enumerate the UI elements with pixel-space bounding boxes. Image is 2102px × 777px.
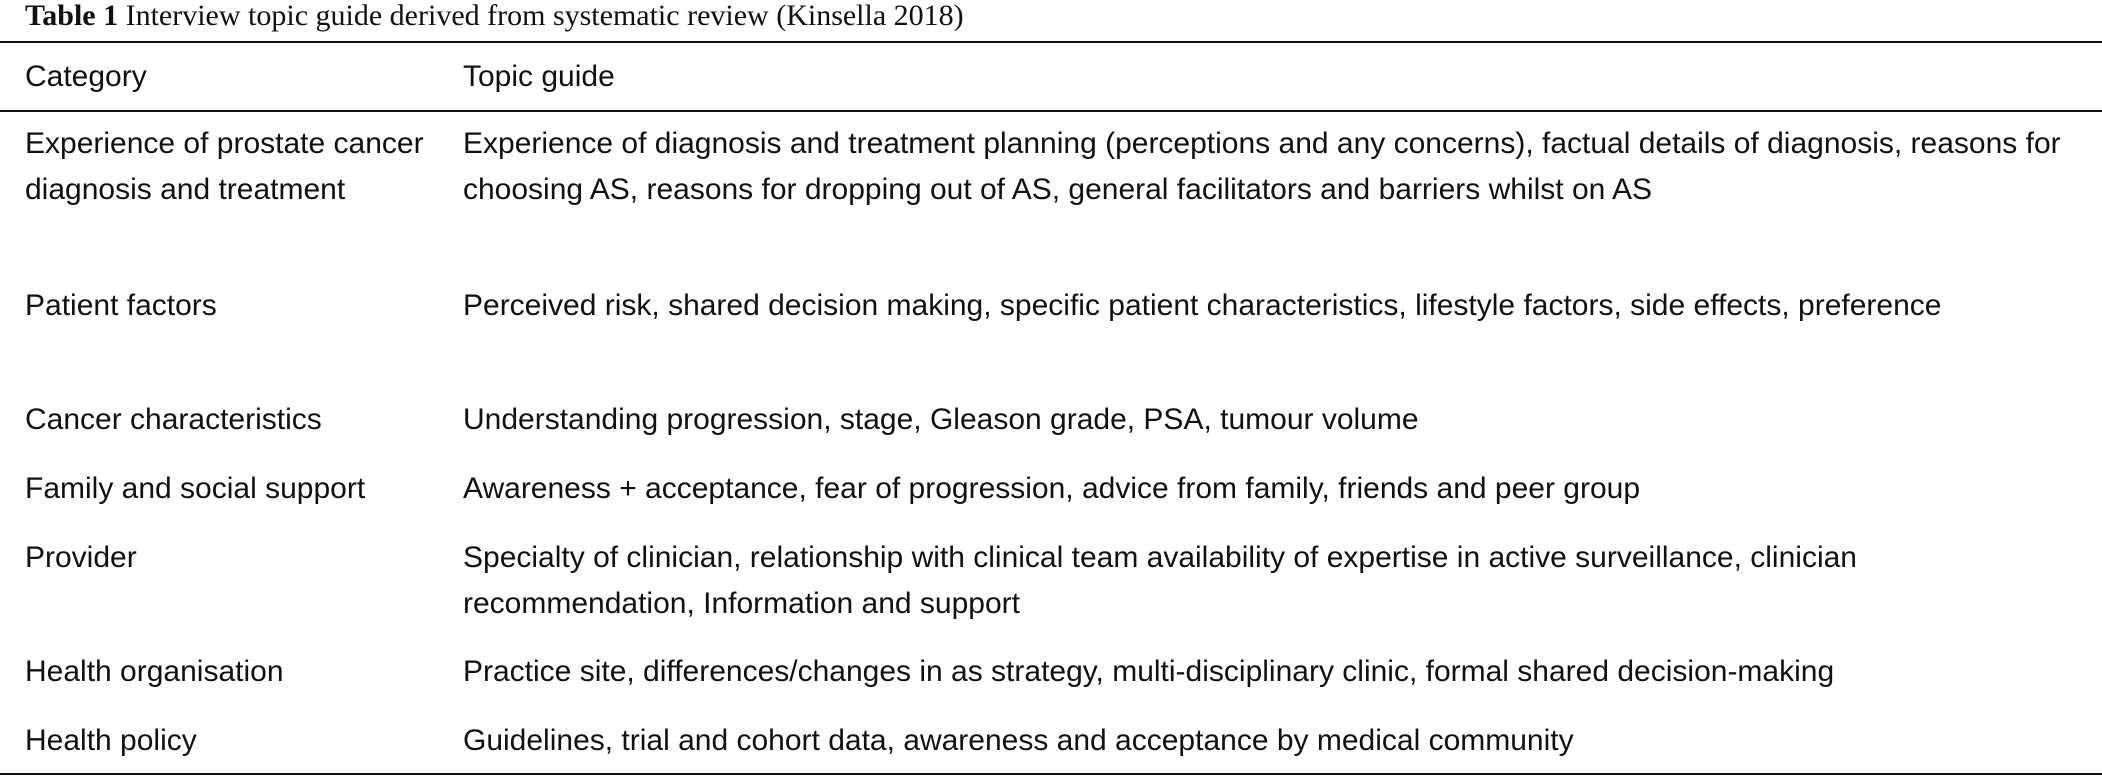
row-category: Family and social support (25, 472, 366, 505)
table-caption (25, 0, 964, 36)
table-header-rule (0, 110, 2102, 112)
row-category: Health policy (25, 724, 197, 757)
row-topic-guide: Experience of diagnosis and treatment planning (perceptions and any concerns), factual details of diagnosis, reasons for choosing AS, reasons for dropping out of AS, general facilitators and barriers whilst on AS (463, 127, 2061, 206)
table-top-rule (0, 41, 2102, 43)
row-category: Experience of prostate cancer diagnosis and treatment (25, 127, 424, 206)
row-category: Cancer characteristics (25, 403, 322, 436)
header-topic-guide: Topic guide (463, 60, 615, 93)
row-topic-guide: Specialty of clinician, relationship with clinical team availability of expertise in active surveillance, clinician recommendation, Information and support (463, 541, 1857, 620)
row-topic-guide: Practice site, differences/changes in as strategy, multi-disciplinary clinic, formal shared decision-making (463, 655, 1835, 688)
table-caption-text: Interview topic guide derived from systematic review (Kinsella 2018) (125, 0, 964, 32)
row-topic-guide: Guidelines, trial and cohort data, awareness and acceptance by medical community (463, 724, 1574, 757)
table-bottom-rule (0, 773, 2102, 775)
header-category: Category (25, 60, 147, 93)
row-topic-guide: Perceived risk, shared decision making, specific patient characteristics, lifestyle factors, side effects, preference (463, 289, 1942, 322)
row-category: Health organisation (25, 655, 284, 688)
row-category: Patient factors (25, 289, 217, 322)
row-topic-guide: Understanding progression, stage, Gleason grade, PSA, tumour volume (463, 403, 1419, 436)
row-topic-guide: Awareness + acceptance, fear of progression, advice from family, friends and peer group (463, 472, 1641, 505)
row-category: Provider (25, 541, 137, 574)
table-caption-label: Table 1 (25, 0, 119, 32)
